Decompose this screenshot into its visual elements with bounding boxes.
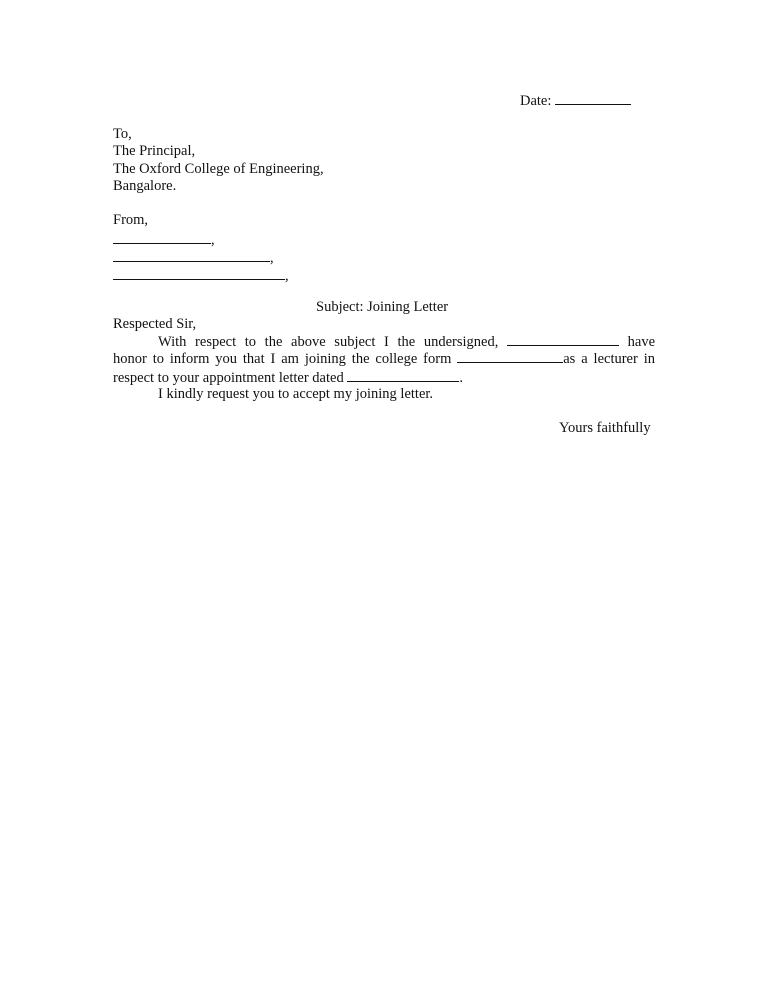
body-line-3-end: . (459, 370, 463, 386)
sender-comma-3: , (285, 268, 289, 284)
recipient-line-3: Bangalore. (113, 178, 177, 194)
body-line-2-text: honor to inform you that I am joining the college form (113, 351, 452, 367)
sender-blank-1 (113, 231, 211, 244)
sender-comma-2: , (270, 250, 274, 266)
greeting: Respected Sir, (113, 316, 197, 332)
undersigned-name-blank (507, 333, 619, 346)
subject-line: Subject: Joining Letter (316, 299, 449, 315)
sender-blank-3 (113, 267, 285, 280)
sender-line-3 (113, 267, 289, 285)
sender-line-2 (113, 249, 274, 267)
body-line-1 (113, 333, 655, 351)
sender-comma-1: , (211, 232, 215, 248)
from-label: From, (113, 212, 149, 228)
to-label: To, (113, 126, 132, 142)
appointment-date-blank (347, 369, 459, 382)
date-line (520, 92, 631, 110)
recipient-line-2: The Oxford College of Engineering, (113, 161, 324, 177)
date-blank (555, 92, 631, 105)
body-line-2-end: as a lecturer in (563, 351, 655, 367)
date-label: Date: (520, 93, 552, 109)
body-line-2 (113, 350, 655, 368)
recipient-line-1: The Principal, (113, 143, 196, 159)
closing: Yours faithfully (559, 420, 651, 436)
sender-line-1 (113, 231, 215, 249)
body-line-3-text: respect to your appointment letter dated (113, 370, 344, 386)
body-line-4: I kindly request you to accept my joining letter. (158, 386, 434, 402)
body-line-3 (113, 369, 463, 387)
body-line-1-text: With respect to the above subject I the undersigned, (158, 334, 499, 350)
body-line-1-end: have (627, 334, 656, 350)
joining-date-blank (457, 350, 563, 363)
sender-blank-2 (113, 249, 270, 262)
